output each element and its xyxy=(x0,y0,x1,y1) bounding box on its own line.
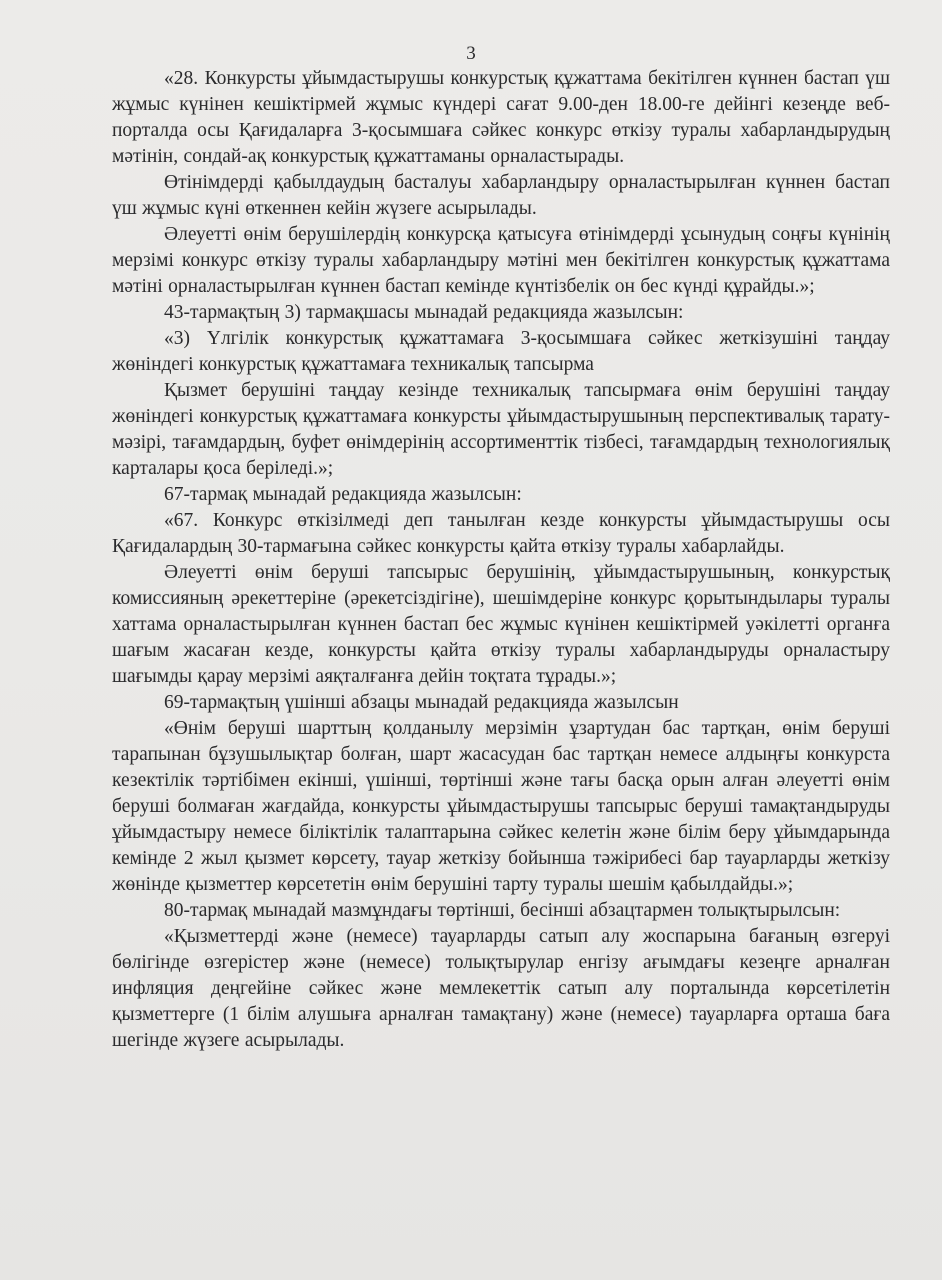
document-body xyxy=(112,66,890,1054)
paragraph-43-subitem-3: «3) Үлгілік конкурстық құжаттамаға 3-қосымшаға сәйкес жеткізушіні таңдау жөніндегі конкурстық құжаттамаға техникалық тапсырма xyxy=(112,328,890,375)
paragraph-69-text: «Өнім беруші шарттың қолданылу мерзімін ұзартудан бас тартқан, өнім беруші тарапынан бұзушылықтар болған, шарт жасасудан бас тартқан немесе алдыңғы конкурста кезектілік тәртібімен екінші, үшінші, төртінші және тағы басқа орын алған әлеуетті өнім беруші болмаған жағдайда, конкурсты ұйымдастырушы тапсырыс беруші тамақтандыруды ұйымдастыру немесе біліктілік талаптарына сәйкес келетін және білім беру ұйымдарында кемінде 2 жыл қызмет көрсету, тауар жеткізу бойынша тәжірибесі бар тауарларды жеткізу жөнінде қызметтер көрсететін өнім берушіні тарту туралы шешім қабылдайды.»; xyxy=(112,718,890,895)
paragraph-applications-start: Өтінімдерді қабылдаудың басталуы хабарландыру орналастырылған күннен бастап үш жұмыс күні өткеннен кейін жүзеге асырылады. xyxy=(112,172,890,219)
paragraph-67-text: «67. Конкурс өткізілмеді деп танылған кезде конкурсты ұйымдастырушы осы Қағидалардың 30-тармағына сәйкес конкурсты қайта өткізу туралы хабарлайды. xyxy=(112,510,890,557)
paragraph-80-text: «Қызметтерді және (немесе) тауарларды сатып алу жоспарына бағаның өзгеруі бөлігінде өзгерістер және (немесе) толықтырулар енгізу ағымдағы кезеңге арналған инфляция деңгейіне сәйкес және мемлекеттік сатып алу порталында көрсетілетін қызметтерге (1 білім алушыға арналған тамақтану) және (немесе) тауарларға орташа баға шегінде жүзеге асырылады. xyxy=(112,926,890,1051)
paragraph-28-publication: «28. Конкурсты ұйымдастырушы конкурстық құжаттама бекітілген күннен бастап үш жұмыс күнінен кешіктірмей жұмыс күндері сағат 9.00-ден 18.00-ге дейінгі кезеңде веб-порталда осы Қағидаларға 3-қосымшаға сәйкес конкурс өткізу туралы хабарландырудың мәтінін, сондай-ақ конкурстық құжаттаманы орналастырады. xyxy=(112,68,890,167)
paragraph-69-heading: 69-тармақтың үшінші абзацы мынадай редакцияда жазылсын xyxy=(164,692,679,713)
paragraph-technical-spec: Қызмет берушіні таңдау кезінде техникалық тапсырмаға өнім берушіні таңдау жөніндегі конкурстық құжаттамаға конкурсты ұйымдастырушының перспективалық тарату-мәзірі, тағамдардың, буфет өнімдерінің ассортименттік тізбесі, тағамдардың технологиялық карталары қоса беріледі.»; xyxy=(112,380,890,479)
paragraph-43-heading: 43-тармақтың 3) тармақшасы мынадай редакцияда жазылсын: xyxy=(164,302,684,323)
paragraph-complaint: Әлеуетті өнім беруші тапсырыс берушінің, ұйымдастырушының, конкурстық комиссияның әрекеттеріне (әрекетсіздігіне), шешімдеріне конкурс қорытындылары туралы хаттама орналастырылған күннен бастап бес жұмыс күнінен кешіктірмей уәкілетті органға шағым жасаған кезде, конкурсты қайта өткізу туралы хабарландыруды орналастыру шағымды қарау мерзімі аяқталғанға дейін тоқтата тұрады.»; xyxy=(112,562,890,687)
paragraph-applications-deadline: Әлеуетті өнім берушілердің конкурсқа қатысуға өтінімдерді ұсынудың соңғы күнінің мерзімі конкурс өткізу туралы хабарландыру мәтіні мен бекітілген конкурстық құжаттама мәтіні орналастырылған күннен бастап кемінде күнтізбелік он бес күнді құрайды.»; xyxy=(112,224,890,297)
page-number: 3 xyxy=(466,43,476,64)
paragraph-80-heading: 80-тармақ мынадай мазмұндағы төртінші, бесінші абзацтармен толықтырылсын: xyxy=(164,900,841,921)
paragraph-67-heading: 67-тармақ мынадай редакцияда жазылсын: xyxy=(164,484,522,505)
